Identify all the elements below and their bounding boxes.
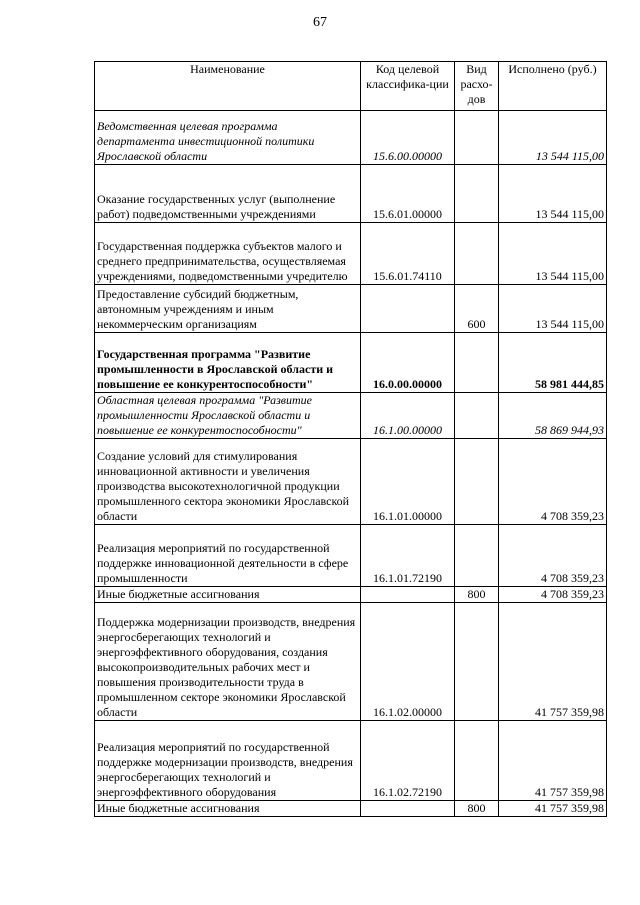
table-row bbox=[95, 223, 607, 285]
row-code-cell: 15.6.01.00000 bbox=[361, 165, 455, 223]
row-code-cell bbox=[361, 285, 455, 333]
budget-execution-table bbox=[94, 61, 607, 817]
table-row bbox=[95, 801, 607, 817]
table-row bbox=[95, 587, 607, 603]
row-amount-cell: 4 708 359,23 bbox=[499, 525, 607, 587]
row-kind-cell bbox=[455, 223, 499, 285]
row-kind-cell: 800 bbox=[455, 801, 499, 817]
row-code-cell: 16.1.02.72190 bbox=[361, 721, 455, 801]
table-row bbox=[95, 393, 607, 439]
header-name: Наименование bbox=[95, 62, 361, 111]
row-kind-cell bbox=[455, 393, 499, 439]
row-amount-cell: 13 544 115,00 bbox=[499, 285, 607, 333]
row-kind-cell bbox=[455, 165, 499, 223]
row-code-cell bbox=[361, 587, 455, 603]
row-name-cell: Поддержка модернизации производств, внедрения энергосберегающих технологий и энергоэффективного оборудования, создания высокопроизводительных рабочих мест и повышения производительности труда в промышленном секторе экономики Ярославской области bbox=[95, 603, 361, 721]
row-name-cell: Иные бюджетные ассигнования bbox=[95, 801, 361, 817]
row-kind-cell bbox=[455, 721, 499, 801]
table-row bbox=[95, 111, 607, 165]
row-amount-cell: 58 869 944,93 bbox=[499, 393, 607, 439]
row-kind-cell bbox=[455, 111, 499, 165]
row-kind-cell bbox=[455, 525, 499, 587]
table-header-row bbox=[95, 62, 607, 111]
row-code-cell: 15.6.01.74110 bbox=[361, 223, 455, 285]
row-amount-cell: 13 544 115,00 bbox=[499, 223, 607, 285]
row-code-cell: 16.1.00.00000 bbox=[361, 393, 455, 439]
row-name-cell: Ведомственная целевая программа департамента инвестиционной политики Ярославской области bbox=[95, 111, 361, 165]
table-row bbox=[95, 285, 607, 333]
row-name-cell: Иные бюджетные ассигнования bbox=[95, 587, 361, 603]
row-name-cell: Реализация мероприятий по государственной поддержке модернизации производств, внедрения энергосберегающих технологий и энергоэффективного оборудования bbox=[95, 721, 361, 801]
row-name-cell: Реализация мероприятий по государственной поддержке инновационной деятельности в сфере промышленности bbox=[95, 525, 361, 587]
row-code-cell bbox=[361, 801, 455, 817]
row-name-cell: Государственная программа "Развитие промышленности в Ярославской области и повышение ее конкурентоспособности" bbox=[95, 333, 361, 393]
row-code-cell: 16.0.00.00000 bbox=[361, 333, 455, 393]
row-amount-cell: 13 544 115,00 bbox=[499, 165, 607, 223]
row-amount-cell: 58 981 444,85 bbox=[499, 333, 607, 393]
table-row bbox=[95, 603, 607, 721]
row-amount-cell: 41 757 359,98 bbox=[499, 721, 607, 801]
row-amount-cell: 4 708 359,23 bbox=[499, 439, 607, 525]
header-amount: Исполнено (руб.) bbox=[499, 62, 607, 111]
row-kind-cell: 800 bbox=[455, 587, 499, 603]
table-row bbox=[95, 333, 607, 393]
row-name-cell: Создание условий для стимулирования инновационной активности и увеличения производства высокотехнологичной продукции промышленного сектора экономики Ярославской области bbox=[95, 439, 361, 525]
row-name-cell: Государственная поддержка субъектов малого и среднего предпринимательства, осуществляемая учреждениями, подведомственными учредителю bbox=[95, 223, 361, 285]
row-code-cell: 15.6.00.00000 bbox=[361, 111, 455, 165]
table-row bbox=[95, 721, 607, 801]
row-code-cell: 16.1.01.72190 bbox=[361, 525, 455, 587]
page-number: 67 bbox=[313, 15, 327, 30]
row-name-cell: Предоставление субсидий бюджетным, автономным учреждениям и иным некоммерческим организациям bbox=[95, 285, 361, 333]
row-kind-cell: 600 bbox=[455, 285, 499, 333]
row-kind-cell bbox=[455, 603, 499, 721]
row-code-cell: 16.1.01.00000 bbox=[361, 439, 455, 525]
row-amount-cell: 41 757 359,98 bbox=[499, 603, 607, 721]
row-kind-cell bbox=[455, 439, 499, 525]
table-row bbox=[95, 165, 607, 223]
row-kind-cell bbox=[455, 333, 499, 393]
header-kind: Вид расхо-дов bbox=[455, 62, 499, 111]
row-name-cell: Областная целевая программа "Развитие промышленности Ярославской области и повышение ее конкурентоспособности" bbox=[95, 393, 361, 439]
table-row bbox=[95, 525, 607, 587]
row-name-cell: Оказание государственных услуг (выполнение работ) подведомственными учреждениями bbox=[95, 165, 361, 223]
row-code-cell: 16.1.02.00000 bbox=[361, 603, 455, 721]
table-row bbox=[95, 439, 607, 525]
row-amount-cell: 13 544 115,00 bbox=[499, 111, 607, 165]
row-amount-cell: 41 757 359,98 bbox=[499, 801, 607, 817]
header-code: Код целевой классифика-ции bbox=[361, 62, 455, 111]
table-body bbox=[95, 111, 607, 817]
row-amount-cell: 4 708 359,23 bbox=[499, 587, 607, 603]
